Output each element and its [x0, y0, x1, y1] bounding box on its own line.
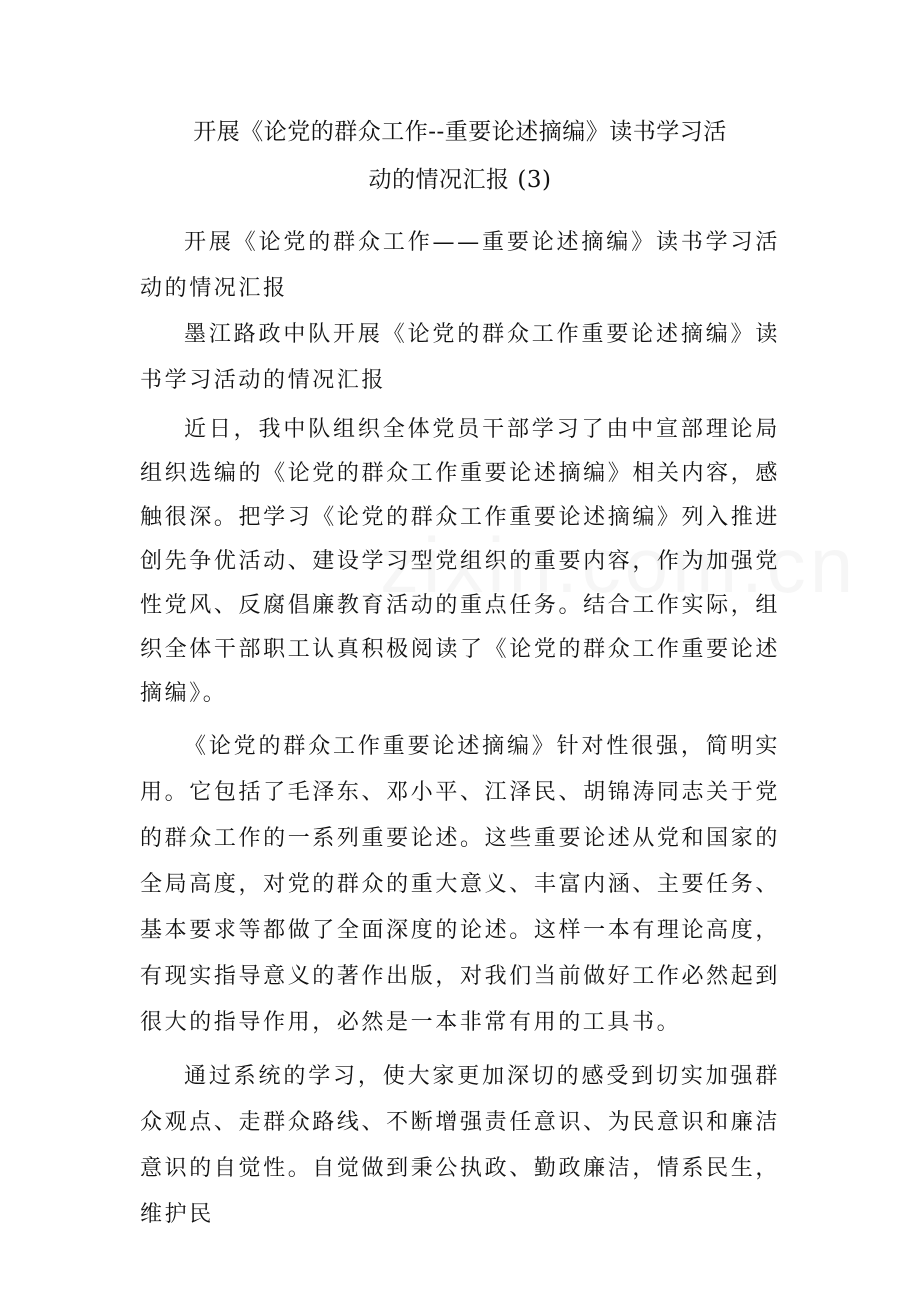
title-line-2: 动的情况汇报 (3) [368, 167, 552, 193]
paragraph-intro: 近日，我中队组织全体党员干部学习了由中宣部理论局组织选编的《论党的群众工作重要论述摘编》相关内容，感触很深。把学习《论党的群众工作重要论述摘编》列入推进创先争优活动、建设学习型党组织的重要内容，作为加强党性党风、反腐倡廉教育活动的重点任务。结合工作实际，组织全体干部职工认真积极阅读了《论党的群众工作重要论述摘编》。 [140, 417, 780, 706]
paragraph-heading: 开展《论党的群众工作——重要论述摘编》读书学习活动的情况汇报 [140, 230, 780, 301]
document-title [140, 108, 780, 204]
paragraph-book-summary: 《论党的群众工作重要论述摘编》针对性很强，简明实用。它包括了毛泽东、邓小平、江泽民、胡锦涛同志关于党的群众工作的一系列重要论述。这些重要论述从党和国家的全局高度，对党的群众的重大意义、丰富内涵、主要任务、基本要求等都做了全面深度的论述。这样一本有理论高度，有现实指导意义的著作出版，对我们当前做好工作必然起到很大的指导作用，必然是一本非常有用的工具书。 [140, 734, 780, 1035]
title-line-1: 开展《论党的群众工作--重要论述摘编》读书学习活 [193, 119, 727, 145]
document-body [140, 220, 780, 1238]
paragraph-study-outcome: 通过系统的学习，使大家更加深切的感受到切实加强群众观点、走群众路线、不断增强责任意识、为民意识和廉洁意识的自觉性。自觉做到秉公执政、勤政廉洁，情系民生，维护民 [140, 1064, 780, 1227]
paragraph-subheading: 墨江路政中队开展《论党的群众工作重要论述摘编》读书学习活动的情况汇报 [140, 322, 780, 393]
